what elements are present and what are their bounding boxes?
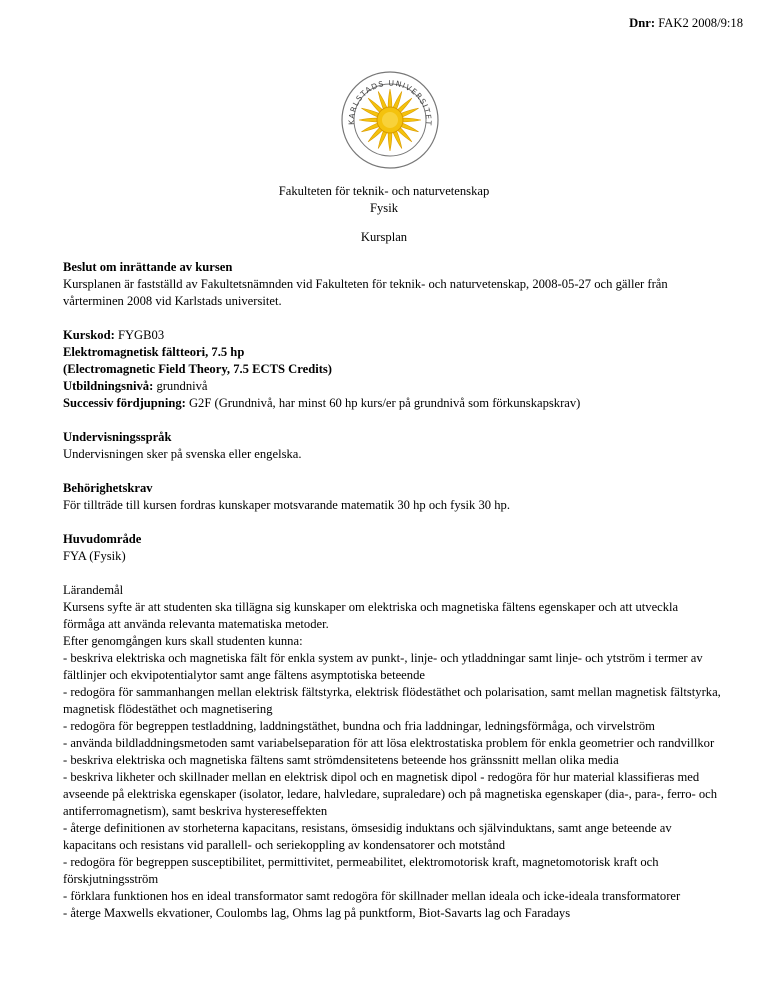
eligibility-text: För tillträde till kursen fordras kunskaper motsvarande matematik 30 hp och fysik 30 hp.	[63, 498, 510, 512]
goal-item: - redogöra för begreppen testladdning, laddningstäthet, bundna och fria laddningar, ledningsförmåga, och virvelström	[63, 719, 655, 733]
course-code-label: Kurskod:	[63, 328, 115, 342]
course-title-sv: Elektromagnetisk fältteori, 7.5 hp	[63, 345, 245, 359]
university-seal-logo	[340, 70, 440, 170]
main-area-text: FYA (Fysik)	[63, 549, 126, 563]
goal-item: - återge Maxwells ekvationer, Coulombs lag, Ohms lag på punktform, Biot-Savarts lag och Faradays	[63, 906, 571, 920]
document-number	[629, 15, 743, 32]
decision-heading: Beslut om inrättande av kursen	[63, 260, 233, 274]
main-area-heading: Huvudområde	[63, 532, 142, 546]
goal-item: - beskriva elektriska och magnetiska fältens samt strömdensitetens beteende hos gränssnitt mellan olika media	[63, 753, 619, 767]
course-plan-body	[63, 259, 723, 922]
eligibility-section	[63, 480, 723, 514]
dnr-value: FAK2 2008/9:18	[655, 16, 743, 30]
subject-name: Fysik	[370, 201, 398, 215]
faculty-name: Fakulteten för teknik- och naturvetenskap	[278, 184, 490, 198]
decision-section	[63, 259, 723, 310]
language-heading: Undervisningsspråk	[63, 430, 172, 444]
goals-list	[63, 633, 723, 922]
goals-list-intro: Efter genomgången kurs skall studenten kunna:	[63, 634, 303, 648]
dnr-label: Dnr:	[629, 16, 656, 30]
depth-value: G2F (Grundnivå, har minst 60 hp kurs/er på grundnivå som förkunskapskrav)	[185, 396, 581, 410]
goal-item: - återge definitionen av storheterna kapacitans, resistans, ömsesidig induktans och självinduktans, samt ange beteende av kapacitans och resistans vid parallell- och seriekoppling av kondensatorer och motstånd	[63, 821, 672, 852]
depth-label: Successiv fördjupning:	[63, 396, 186, 410]
level-value: grundnivå	[153, 379, 208, 393]
svg-text:KARLSTADS UNIVERSITET: KARLSTADS UNIVERSITET	[346, 78, 434, 127]
goal-item: - beskriva likheter och skillnader mellan en elektrisk dipol och en magnetisk dipol - redogöra för hur material klassifieras med avseende på elektriska egenskaper (isolator, ledare, halvledare, supraledare) och på magnetiska egenskaper (dia-, para-, ferro- och antiferromagnetism), samt beskriva hystereseffekten	[63, 770, 718, 818]
goal-item: - beskriva elektriska och magnetiska fält för enkla system av punkt-, linje- och ytladdningar samt linje- och ytström i termer av fältlinjer och ekvipotentialytor samt ange fältens asymptotiska beteende	[63, 651, 703, 682]
course-info-section	[63, 327, 723, 412]
goal-item: - förklara funktionen hos en ideal transformator samt redogöra för skillnader mellan ideala och icke-ideala transformatorer	[63, 889, 681, 903]
goals-intro: Kursens syfte är att studenten ska tillägna sig kunskaper om elektriska och magnetiska fältens egenskaper och att utveckla förmåga att använda relevanta matematiska metoder.	[63, 600, 679, 631]
language-section	[63, 429, 723, 463]
language-text: Undervisningen sker på svenska eller engelska.	[63, 447, 302, 461]
course-code-value: FYGB03	[114, 328, 165, 342]
goal-item: - redogöra för sammanhangen mellan elektrisk fältstyrka, elektrisk flödestäthet och polarisation, samt mellan magnetisk fältstyrka, magnetisk flödestäthet och magnetisering	[63, 685, 721, 716]
document-type: Kursplan	[360, 230, 408, 244]
eligibility-heading: Behörighetskrav	[63, 481, 153, 495]
course-title-en: (Electromagnetic Field Theory, 7.5 ECTS Credits)	[63, 362, 332, 376]
main-area-section	[63, 531, 723, 565]
goals-heading: Lärandemål	[63, 583, 124, 597]
decision-text: Kursplanen är fastställd av Fakultetsnämnden vid Fakulteten för teknik- och naturvetenskap, 2008-05-27 och gäller från vårterminen 2008 vid Karlstads universitet.	[63, 277, 668, 308]
goal-item: - redogöra för begreppen susceptibilitet, permittivitet, permeabilitet, elektromotorisk kraft, magnetomotorisk kraft och förskjutningsström	[63, 855, 659, 886]
goal-item: - använda bildladdningsmetoden samt variabelseparation för att lösa elektrostatiska problem för enkla geometrier och randvillkor	[63, 736, 715, 750]
level-label: Utbildningsnivå:	[63, 379, 154, 393]
